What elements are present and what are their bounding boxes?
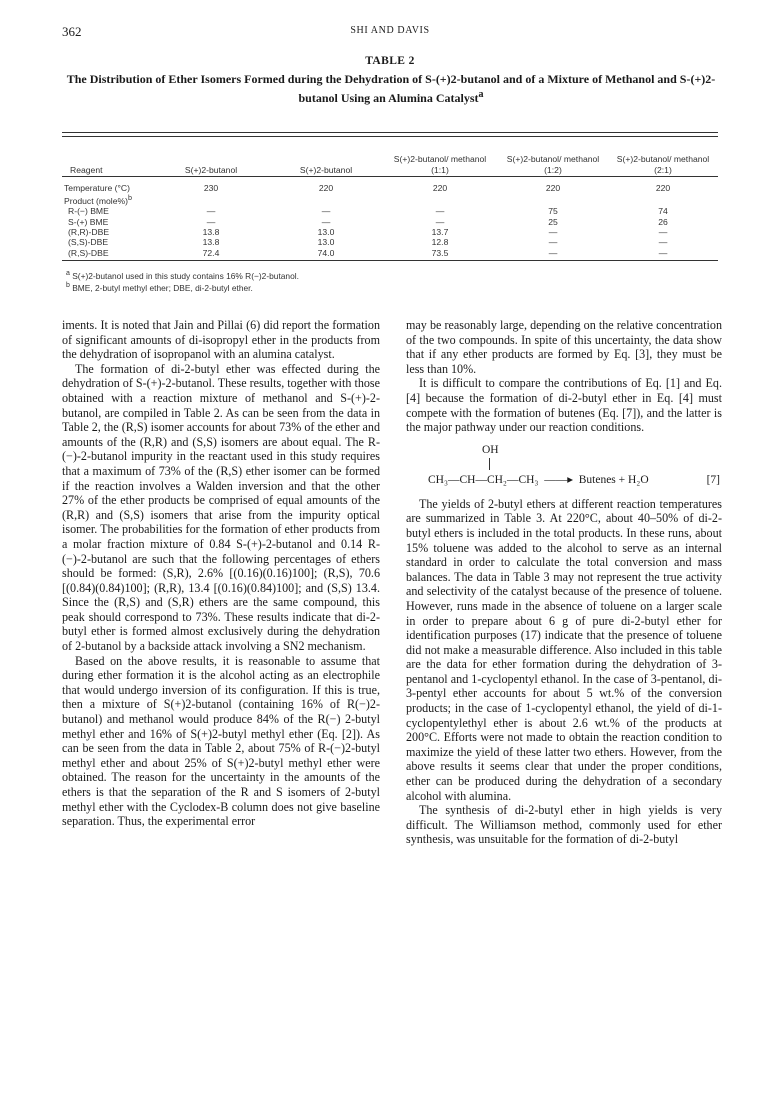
table-cell: 74: [658, 206, 668, 217]
table-cell: 13.0: [317, 237, 335, 248]
body-paragraph: The formation of di-2-butyl ether was effected during the dehydration of S-(+)-2-butanol. These results, together with those obtained with a reaction mixture of methanol and S-(+)-2-butanol, are compiled in Table 2. As can be seen from the data in Table 2, the (R,S) isomer accounts for about 73% of the ether and amounts of the (R,R) and (S,S) isomers are about equal. The R-(−)-2-butanol impurity in the reactant used in this study requires that a maximum of 73% of the (R,S) ether isomer can be formed if the reaction involves a Walden inversion and that the other 27% of the ether products be comprised of equal amounts of the (R,R) and (S,S) isomers that arise from the impurity optical isomer. The probabilities for the formation of ether products from a molar fraction mixture of 0.84 S-(+)-2-butanol and 0.14 R-(−)-2-butanol are such that the following percentages of ethers should be formed: (S,R), 2.6% [(0.16)(0.16)100]; (R,S), 70.6 [(0.84)(0.84)100]; (R,R), 13.4 [(0.16)(0.84)100]; and (S,S) 13.4. Since the (R,S) and (S,R) ethers are the same compound, this peak should correspond to 73%. These results indicate that di-2-butyl ether is formed almost exclusively during the dehydration of 2-butanol by a backside attack involving a SN2 mechanism.: [62, 361, 380, 654]
body-paragraph: iments. It is noted that Jain and Pillai (6) did report the formation of significant amounts of di-isopropyl ether in the products from the dehydration of isopropanol with an alumina catalyst.: [62, 318, 380, 362]
body-paragraph: Based on the above results, it is reasonable to assume that during ether formation it is the alcohol acting as an electrophile that would undergo inversion of its configuration. If this is true, then a mixture of S(+)2-butanol (containing 16% of R(−)2-butanol) and methanol would produce 84% of the R(−) 2-butyl methyl ether and 16% of S(+)2-butyl methyl ether (Eq. [2]). As can be seen from the data in Table 2, about 75% of R-(−)2-butyl methyl ether and about 25% of S(+)2-butyl methyl ether were obtained. The reason for the uncertainty in the amounts of the ethers is that the separation of the R and S isomers of 2-butyl methyl ether with the Cyclodex-B column does not give baseline separation. Thus, the experimental error: [62, 653, 380, 829]
body-paragraph: The synthesis of di-2-butyl ether in high yields is very difficult. The Williamson method, commonly used for ether synthesis, was unsuitable for the formation of di-2-butyl: [406, 803, 722, 847]
table-cell: —: [321, 206, 331, 217]
table-cell: 220: [655, 183, 671, 193]
column-header: S(+)2-butanol: [184, 165, 238, 175]
table-cell: —: [435, 216, 445, 227]
table-cell: [498, 193, 608, 206]
body-paragraph: The yields of 2-butyl ethers at different reaction temperatures are summarized in Table 3. At 220°C, about 40–50% of di-2-butyl ethers is included in the total products. In these runs, about 15% toluene was added to the alcohol to serve as an internal standard in order to calculate the total conversion and mass balances. The data in Table 3 may not represent the true activity and selectivity of the catalyst because of the presence of toluene. However, runs made in the absence of toluene on a larger scale in order to prepare about 6 g of pure di-2-butyl ether for identification purposes (17) indicate that the presence of toluene did not make a measurable difference. Also included in this table are the data for ether formation during the dehydration of 3-pentanol and 1-cyclopentyl ethanol. In the case of 3-pentanol, di-3-pentyl ether accounts for about 5 wt.% of the conversion products; in the case of 1-cyclopentyl ethanol, the yield of di-1-cyclopentylethyl ether is about 2.6 wt.% of the products at 200°C. Efforts were not made to obtain the reaction condition to maximize the yield of these latter two ethers. However, from the above results it seems clear that under the proper conditions, ether can be produced during the dehydration of a secondary alcohol with alumina.: [406, 496, 722, 803]
table-caption-mark: a: [478, 89, 484, 100]
footnote-mark: a: [66, 270, 70, 277]
equation-hydroxyl: OH: [482, 443, 499, 456]
table-cell: 13.0: [317, 227, 335, 238]
column-header: Reagent: [70, 165, 103, 175]
row-label: S-(+) BME: [68, 216, 109, 227]
table-row: [62, 237, 718, 247]
table-cell: —: [548, 227, 558, 238]
table-cell: [152, 193, 270, 206]
table-cell: —: [658, 227, 668, 238]
reaction-equation: [406, 435, 722, 497]
row-label: R-(−) BME: [68, 206, 109, 217]
equation-reactant: CH₃—CH—CH₂—CH₃: [428, 473, 539, 486]
column-header: S(+)2-butanol/ methanol (1:2): [506, 154, 600, 175]
table-row: [62, 248, 718, 258]
table-cell: 25: [548, 216, 558, 227]
column-header: S(+)2-butanol/ methanol (1:1): [393, 154, 487, 175]
table-cell: 220: [318, 183, 334, 193]
table-cell: —: [321, 216, 331, 227]
table-caption-text: The Distribution of Ether Isomers Formed during the Dehydration of S-(+)2-butanol and of a Mixture of Methanol and S-(+)2-butanol Using an Alumina Catalyst: [66, 72, 716, 105]
table-cell: 72.4: [202, 247, 220, 258]
row-label-mark: b: [128, 194, 132, 203]
table-cell: —: [658, 237, 668, 248]
data-table: [62, 138, 718, 258]
table-cell: [608, 193, 718, 206]
table-cell: —: [206, 216, 216, 227]
table-footnote: [66, 282, 253, 293]
table-cell: —: [548, 247, 558, 258]
table-row: [62, 176, 718, 193]
right-text-column: [406, 318, 722, 847]
row-label: (R,S)-DBE: [68, 247, 109, 258]
table-header-row: [62, 138, 718, 176]
table-top-rule: [62, 132, 718, 133]
table-cell: 75: [548, 206, 558, 217]
equation-arrow-icon: ——▸: [544, 473, 573, 486]
table-cell: [382, 193, 498, 206]
table-top-rule-double: [62, 136, 718, 137]
table-row: [62, 217, 718, 227]
footnote-text: BME, 2-butyl methyl ether; DBE, di-2-butyl ether.: [72, 282, 253, 293]
table-cell: —: [206, 206, 216, 217]
footnote-mark: b: [66, 282, 70, 289]
column-header: S(+)2-butanol: [299, 165, 353, 175]
equation-number: [7]: [706, 473, 720, 486]
table-cell: —: [548, 237, 558, 248]
running-head: SHI AND DAVIS: [350, 25, 430, 36]
table-row: [62, 193, 718, 206]
body-paragraph: may be reasonably large, depending on the relative concentration of the two compounds. In spite of this uncertainty, the data show that if any ether products are formed by Eq. [3], they must be less than 10%.: [406, 318, 722, 376]
table-cell: 26: [658, 216, 668, 227]
row-label: (S,S)-DBE: [68, 237, 109, 248]
table-row: [62, 206, 718, 216]
row-label: (R,R)-DBE: [68, 227, 110, 238]
table-label: TABLE 2: [365, 55, 415, 67]
column-header: S(+)2-butanol/ methanol (2:1): [616, 154, 710, 175]
table-cell: 13.8: [202, 227, 220, 238]
table-cell: 73.5: [431, 247, 449, 258]
table-row: [62, 227, 718, 237]
table-cell: 12.8: [431, 237, 449, 248]
table-caption: [60, 72, 722, 106]
table-cell: 13.7: [431, 227, 449, 238]
equation-products: Butenes + H₂O: [578, 473, 649, 486]
row-label: Temperature (°C): [64, 183, 130, 193]
table-cell: 230: [203, 183, 219, 193]
table-footnote: [66, 270, 299, 281]
table-cell: —: [658, 247, 668, 258]
table-cell: 220: [432, 183, 448, 193]
body-paragraph: It is difficult to compare the contributions of Eq. [1] and Eq. [4] because the formation of di-2-butyl ether in Eq. [4] must compete with the formation of butenes (Eq. [7]), and the latter is the major pathway under our reaction conditions.: [406, 376, 722, 435]
equation-bond-line: [489, 458, 490, 470]
footnote-text: S(+)2-butanol used in this study contains 16% R(−)2-butanol.: [72, 270, 299, 281]
table-cell: [270, 193, 382, 206]
left-text-column: [62, 318, 380, 829]
table-cell: 74.0: [317, 247, 335, 258]
equation-body: [428, 473, 649, 488]
table-cell: 13.8: [202, 237, 220, 248]
page-number: 362: [62, 24, 82, 39]
row-label: [62, 193, 152, 206]
table-bottom-rule: [62, 260, 718, 261]
table-cell: —: [435, 206, 445, 217]
row-label-text: Product (mole%): [64, 196, 128, 207]
table-cell: 220: [545, 183, 561, 193]
